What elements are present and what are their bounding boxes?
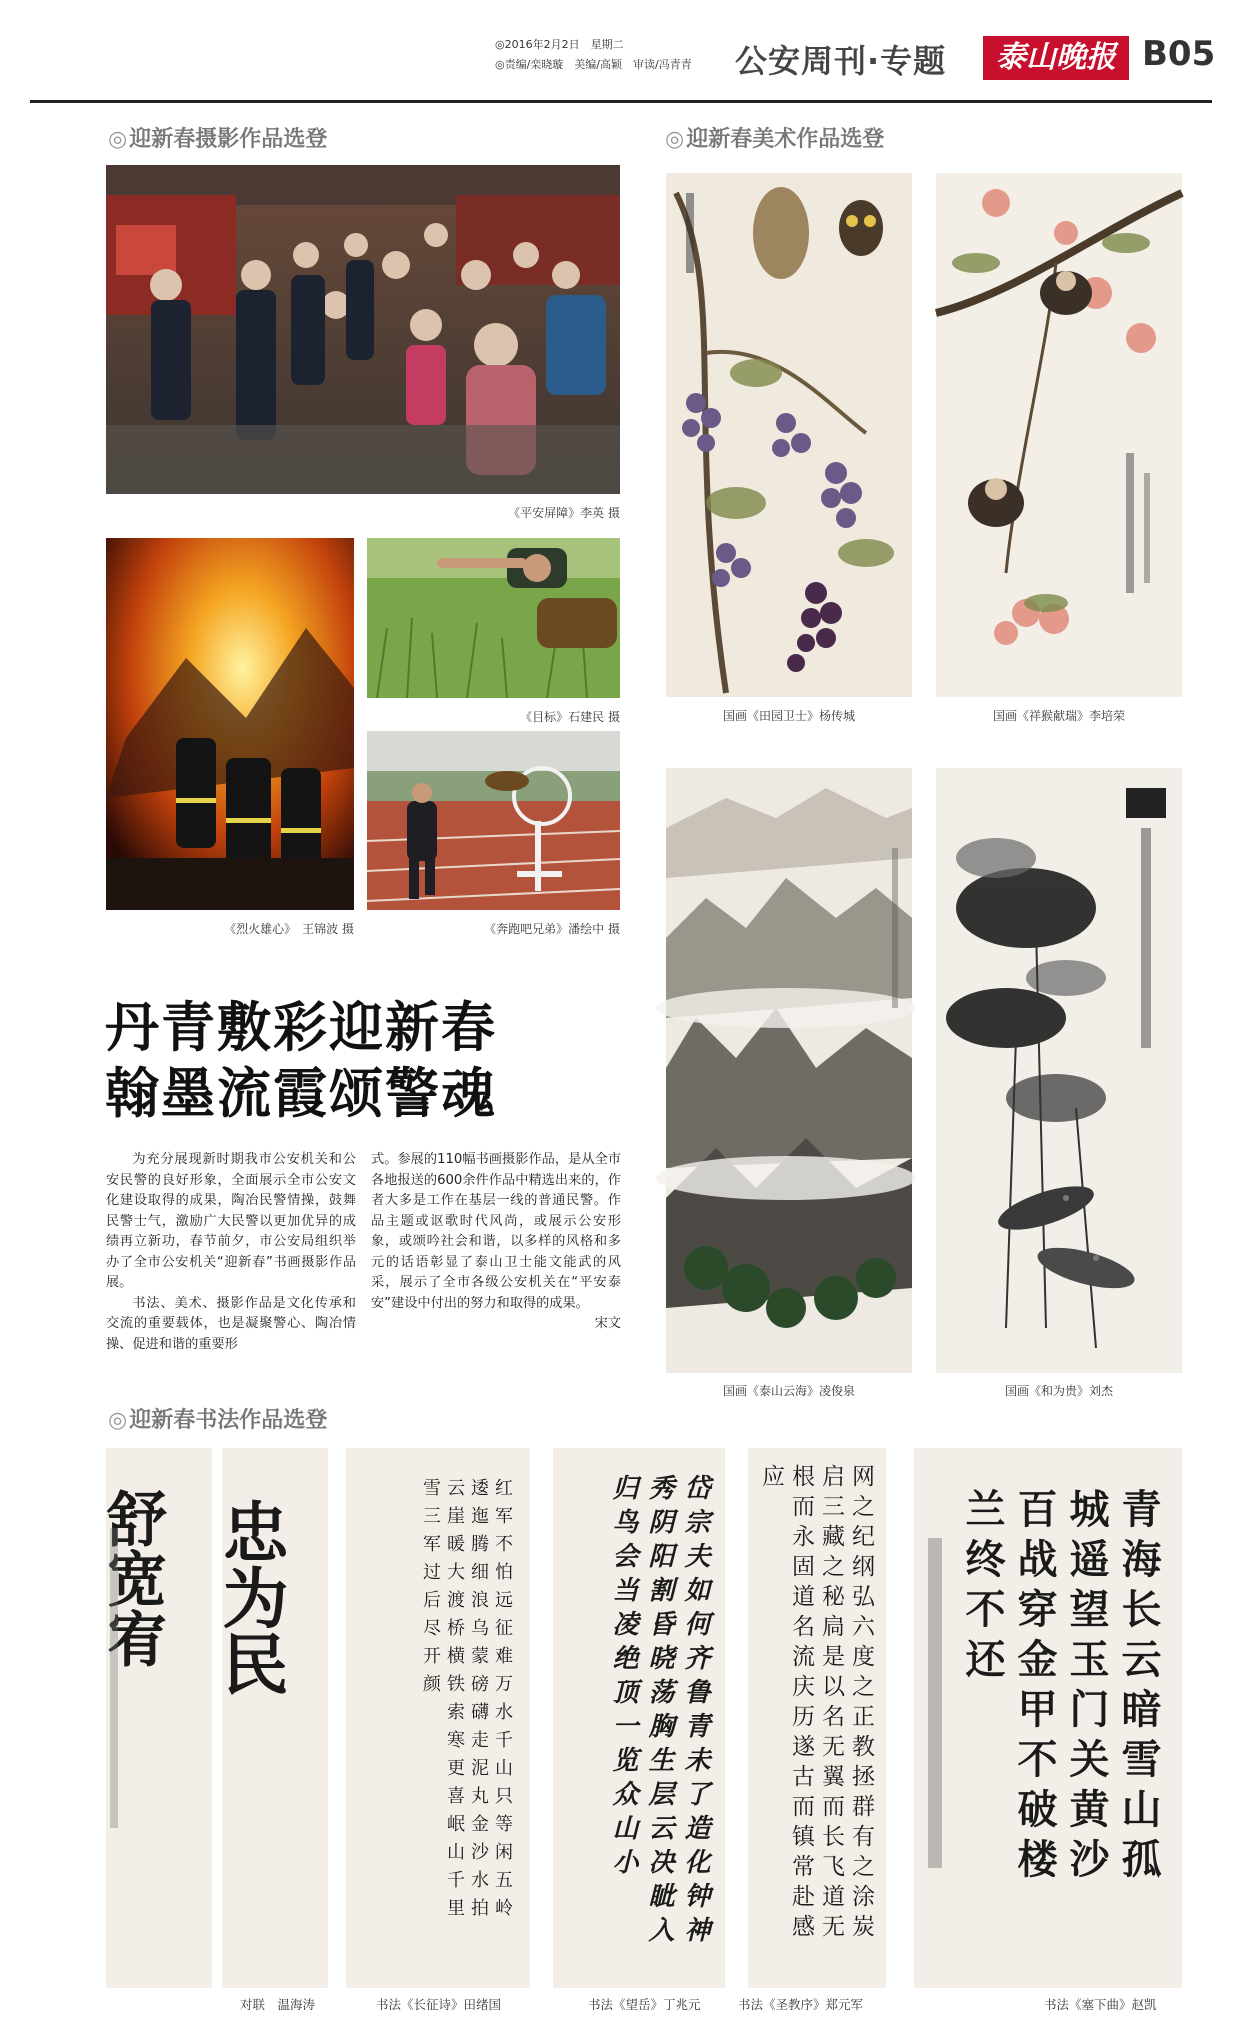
caption-photo-4: 《奔跑吧兄弟》潘绘中 摄: [484, 922, 620, 936]
calligraphy-wangyue: [553, 1448, 725, 1988]
calligraphy-saixia: [914, 1448, 1182, 1988]
painting-grapes-owl: [666, 173, 912, 697]
caption-callig-3: 书法《望岳》丁兆元: [588, 1997, 701, 2012]
long-march-text: 红军不怕远征难万水千山只等闲五岭逶迤腾细浪乌蒙磅礴走泥丸金沙水拍云崖暖大渡桥横铁索寒更喜岷山千里雪三军过后尽开颜: [420, 1478, 513, 1926]
caption-callig-4: 书法《圣教序》郑元军: [738, 1997, 864, 2012]
headline-line-1: 丹青敷彩迎新春: [105, 996, 497, 1059]
newspaper-logo: 泰山晚报: [983, 36, 1129, 80]
caption-photo-1: 《平安屏障》李英 摄: [508, 506, 620, 520]
article-paragraph-3: 式。参展的110幅书画摄影作品，是从全市各地报送的600余件作品中精选出来的，作者大多是工作在基层一线的普通民警。作品主题或讴歌时代风尚，或展示公安形象，或颂吟社会和谐，以多样的风格和多元的话语彰显了泰山卫士能文能武的风采，展示了全市各级公安机关在“平安泰安”建设中付出的努力和取得的成果。: [371, 1152, 621, 1311]
art-section-title: [665, 122, 884, 153]
article-column-1: [106, 1150, 356, 1355]
section-marker: ◎: [108, 1408, 128, 1433]
header-rule: [30, 100, 1212, 103]
photo-crowd-safety: [106, 165, 620, 494]
caption-art-1: 国画《田园卫士》杨传城: [722, 709, 855, 723]
caption-photo-2: 《烈火雄心》 王锦波 摄: [224, 922, 354, 936]
article-column-2: [371, 1150, 621, 1335]
art-section-title-text: 迎新春美术作品选登: [686, 127, 885, 152]
photo-running-dog: [367, 731, 620, 910]
caption-art-2: 国画《祥猴献瑞》李培荣: [992, 709, 1125, 723]
photo-target: [367, 538, 620, 698]
calligraphy-long-march: [346, 1448, 530, 1988]
calligraphy-couplet-right: [211, 1448, 328, 1988]
issue-date: ◎2016年2月2日 星期二: [495, 38, 624, 51]
caption-callig-1: 对联 温海涛: [240, 1997, 316, 2012]
caption-art-4: 国画《和为贵》刘杰: [1004, 1384, 1113, 1398]
page-number: B05: [1142, 34, 1216, 74]
article-headline: [105, 995, 497, 1127]
section-marker: ◎: [665, 127, 685, 152]
caption-art-3: 国画《泰山云海》凌俊泉: [722, 1384, 855, 1398]
photo-fire-image: [106, 538, 354, 910]
painting-lotus-image: [936, 768, 1182, 1373]
photo-firefighters: [106, 538, 354, 910]
saixia-inscription: [928, 1538, 942, 1868]
photo-running-image: [367, 731, 620, 910]
saixia-text: 青海长云暗雪山孤城遥望玉门关黄沙百战穿金甲不破楼兰终不还: [959, 1488, 1162, 1888]
caption-callig-2: 书法《长征诗》田绪国: [376, 1997, 502, 2012]
painting-mountain-image: [666, 768, 912, 1373]
caption-callig-5: 书法《塞下曲》赵凯: [1044, 1997, 1157, 2012]
couplet-left-text: 舒宽宥: [97, 1488, 167, 1668]
calligraphy-shengjiao: [748, 1448, 886, 1988]
article-byline: 宋文: [594, 1316, 621, 1331]
painting-monkeys-image: [936, 173, 1182, 697]
couplet-right-text: 忠为民: [211, 1498, 289, 1696]
callig-section-title: [108, 1403, 327, 1434]
section-title: 公安周刊·专题: [735, 42, 947, 80]
callig-section-title-text: 迎新春书法作品选登: [129, 1408, 328, 1433]
painting-grapes-image: [666, 173, 912, 697]
article-paragraph-2: 书法、美术、摄影作品是文化传承和交流的重要载体，也是凝聚警心、陶冶情操、促进和谐的重要形: [106, 1295, 356, 1352]
photo-crowd-image: [106, 165, 620, 494]
photo-target-image: [367, 538, 620, 698]
article-paragraph-1: 为充分展现新时期我市公安机关和公安民警的良好形象，全面展示全市公安文化建设取得的成果，陶冶民警情操，鼓舞民警士气，激励广大民警以更加优异的成绩再立新功，春节前夕，市公安局组织举办了全市公安机关“迎新春”书画摄影作品展。: [106, 1152, 356, 1290]
caption-photo-3: 《目标》石建民 摄: [520, 710, 620, 724]
painting-monkeys: [936, 173, 1182, 697]
painting-mount-tai: [666, 768, 912, 1373]
headline-line-2: 翰墨流霞颂警魂: [105, 1062, 497, 1125]
couplet-inscription: [110, 1528, 118, 1828]
wangyue-text: 岱宗夫如何齐鲁青未了造化钟神秀阴阳割昏晓荡胸生层云决眦入归鸟会当凌绝顶一览众山小: [608, 1474, 710, 1950]
painting-lotus-fish: [936, 768, 1182, 1373]
shengjiao-text: 网之纪纲弘六度之正教拯群有之涂炭启三藏之秘扃是以名无翼而长飞道无根而永固道名流庆历遂古而镇常赴感应: [758, 1464, 874, 1944]
editor-credits: ◎责编/栾晓璇 美编/高颖 审读/冯青青: [495, 58, 692, 71]
photo-section-title: [108, 122, 327, 153]
photo-section-title-text: 迎新春摄影作品选登: [129, 127, 328, 152]
section-marker: ◎: [108, 127, 128, 152]
